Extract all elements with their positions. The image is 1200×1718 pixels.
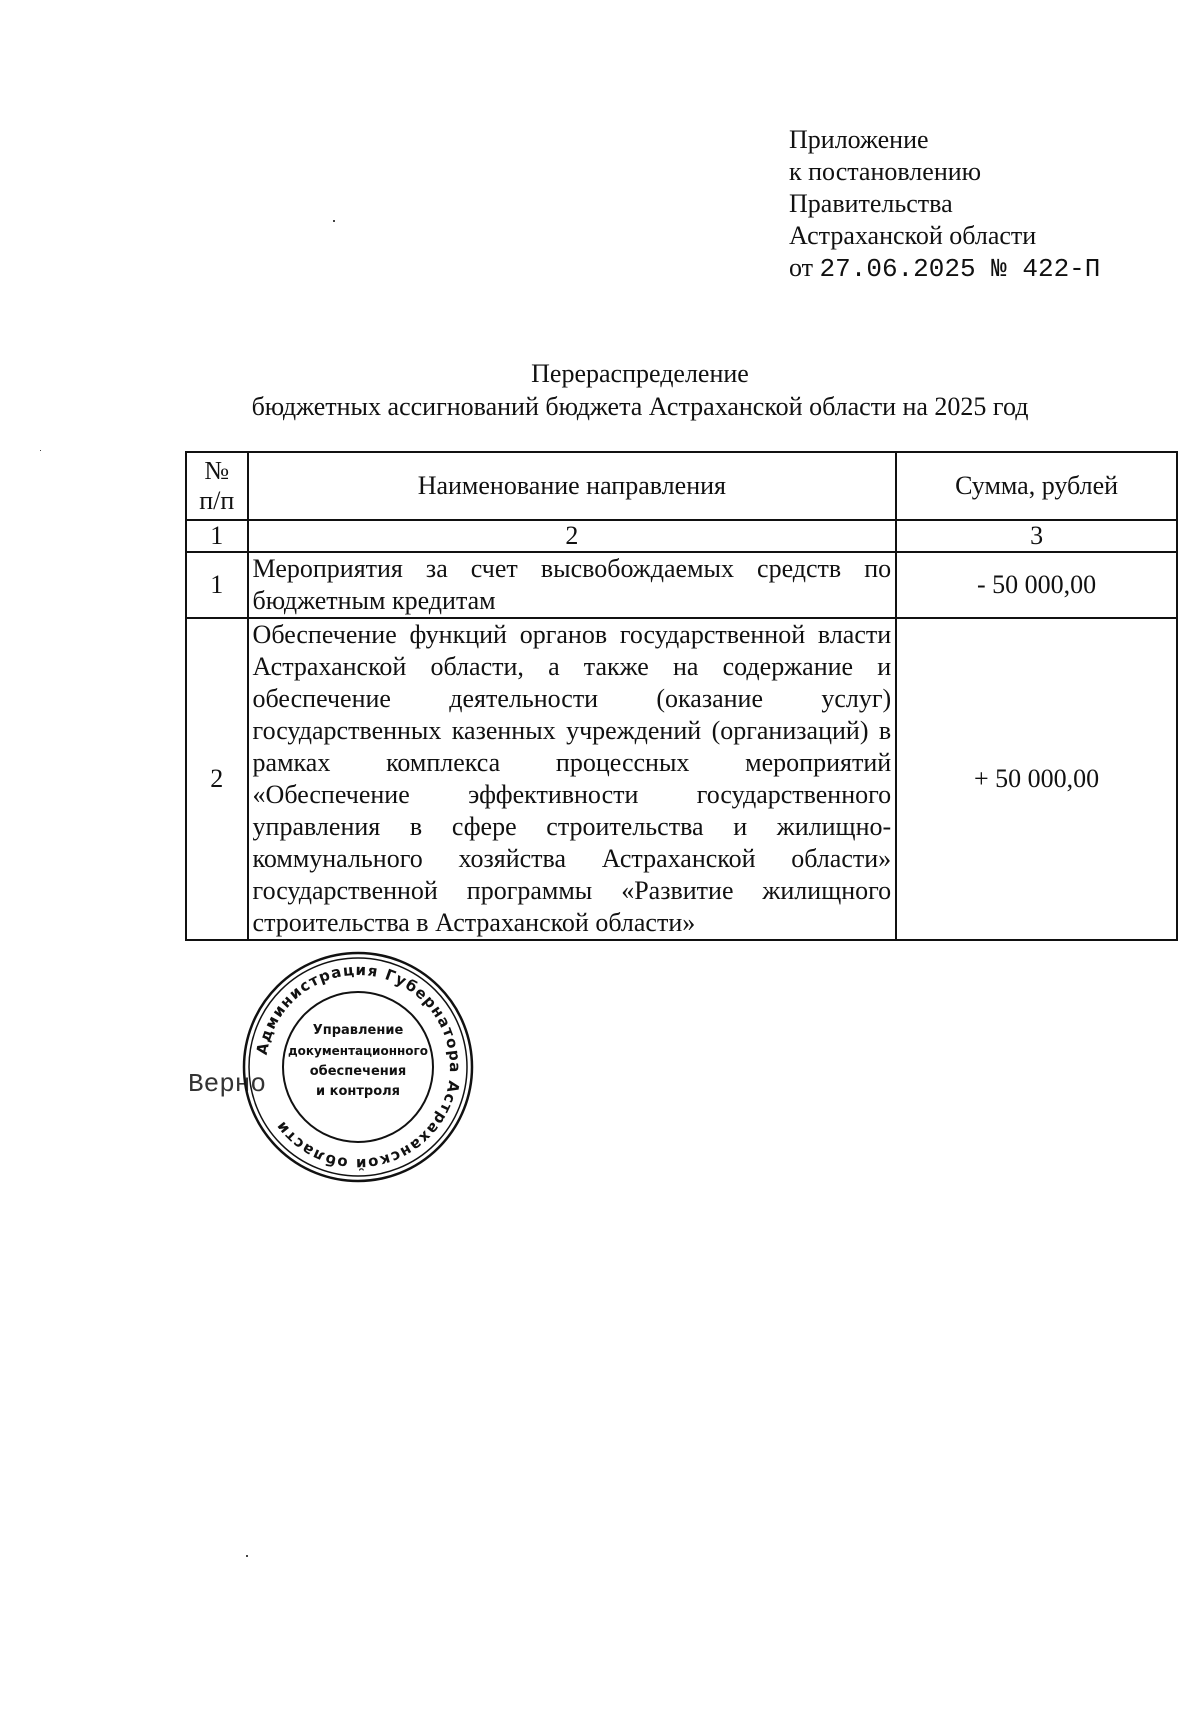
- document-title: [180, 357, 1100, 423]
- column-number-3: 3: [896, 520, 1177, 552]
- scan-speck: [333, 220, 335, 222]
- row-1-no: 1: [186, 552, 248, 618]
- certification-label: Верно: [188, 1069, 267, 1099]
- column-number-1: 1: [186, 520, 248, 552]
- title-line-1: Перераспределение: [531, 359, 749, 388]
- seal-inner-line-2: документационного: [287, 1044, 429, 1058]
- row-2-name: Обеспечение функций органов государственной власти Астраханской области, а также на содержание и обеспечение деятельности (оказание услуг) государственных казенных учреждений (организаций) в рамках комплекса процессных мероприятий «Обеспечение эффективности государственного управления в сфере строительства и жилищно-коммунального хозяйства Астраханской области» государственной программы «Развитие жилищного строительства в Астраханской области»: [248, 618, 897, 940]
- appendix-block: [789, 124, 1100, 285]
- table-row: [186, 618, 1177, 940]
- official-seal: [241, 950, 475, 1184]
- appendix-line-1: Приложение: [789, 125, 929, 154]
- column-number-2: 2: [248, 520, 897, 552]
- appendix-line-3: Правительства: [789, 189, 953, 218]
- table-row: [186, 552, 1177, 618]
- column-number-row: [186, 520, 1177, 552]
- header-no: № п/п: [186, 452, 248, 520]
- appendix-line-2: к постановлению: [789, 157, 982, 186]
- appendix-line-4: Астраханской области: [789, 221, 1037, 250]
- scan-speck: [246, 1555, 248, 1557]
- title-line-2: бюджетных ассигнований бюджета Астраханской области на 2025 год: [251, 392, 1029, 421]
- header-sum: Сумма, рублей: [896, 452, 1177, 520]
- appendix-date-prefix: от: [789, 253, 814, 282]
- row-1-sum: - 50 000,00: [896, 552, 1177, 618]
- table-header-row: [186, 452, 1177, 520]
- header-name: Наименование направления: [248, 452, 897, 520]
- seal-inner-line-3: обеспечения: [309, 1064, 407, 1079]
- appendix-date-value: 27.06.2025 № 422-П: [819, 254, 1101, 284]
- seal-inner-line-1: Управление: [312, 1023, 404, 1038]
- row-2-no: 2: [186, 618, 248, 940]
- seal-outer-text: Администрация Губернатора Астраханской области: [252, 960, 465, 1174]
- row-2-sum: + 50 000,00: [896, 618, 1177, 940]
- appendix-date-line: [789, 252, 1100, 285]
- seal-inner-line-4: и контроля: [315, 1084, 401, 1099]
- scan-speck: [40, 450, 41, 451]
- budget-table: [185, 451, 1178, 941]
- row-1-name: Мероприятия за счет высвобождаемых средств по бюджетным кредитам: [248, 552, 897, 618]
